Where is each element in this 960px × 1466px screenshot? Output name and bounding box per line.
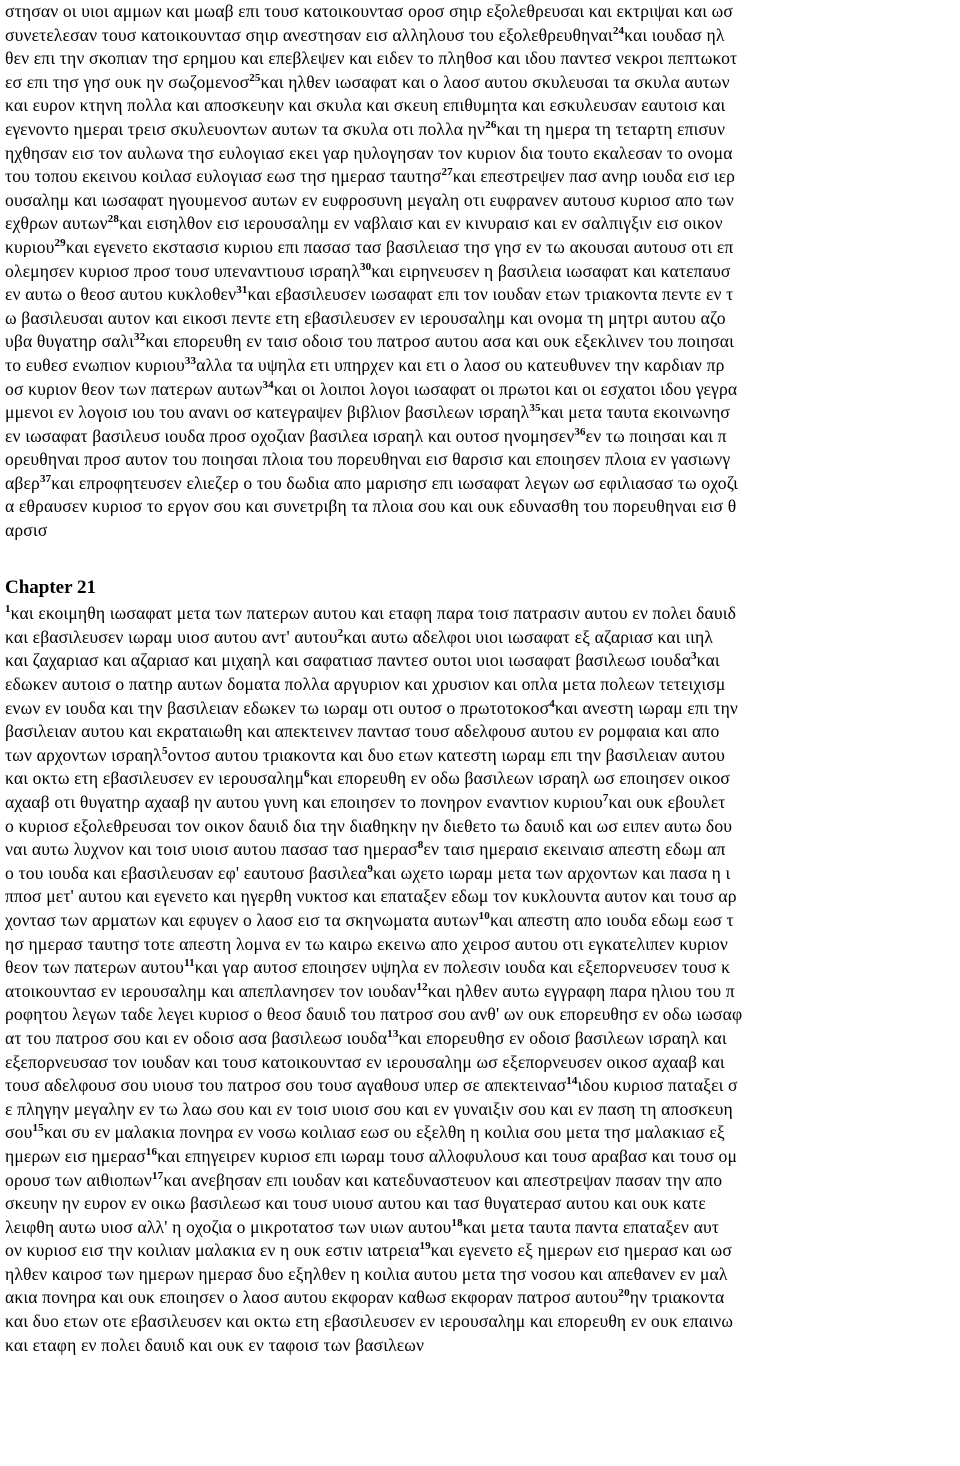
text-segment: στησαν οι υιοι αμμων και μωαβ επι τουσ κατοικουντασ οροσ σηιρ εξολεθρευσαι και εκτριψαι και ωσ [5,1,734,21]
text-segment: ηχθησαν εισ τον αυλωνα τησ ευλογιασ εκει γαρ ηυλογησαν τον κυριον δια τουτο εκαλεσαν το ονομα [5,142,733,163]
text-segment: ορευθηναι προσ αυτον του ποιησαι πλοια του πορευθηναι εισ θαρσισ και εποιησεν πλοια εν γασιωνγ [5,449,731,470]
text-line [5,354,957,378]
text-segment: και ιουδασ ηλ [624,24,725,45]
blank-line [5,543,957,567]
text-segment: και εβασιλευσεν ιωσαφατ επι τον ιουδαν ετων τριακοντα πεντε εν τ [247,284,734,305]
text-segment: και απεστη απο ιουδα εδωμ εωσ τ [489,909,734,930]
text-segment: ναι αυτω λυχνον και τοισ υιοισ αυτου πασασ τασ ημερασ [5,839,418,860]
text-segment: και δυο ετων οτε εβασιλευσεν και οκτω ετη εβασιλευσεν εν ιερουσαλημ και επορευθη εν ουκ επαινω [5,1311,734,1332]
text-segment: και ευρον κτηνη πολλα και αποσκευην και σκυλα και σκευη επιθυμητα και εσκυλευσαν εαυτοισ και [5,95,726,116]
text-segment: ον κυριοσ εισ την κοιλιαν μαλακια εν η ουκ εστιν ιατρεια [5,1240,420,1261]
verse-number: 36 [574,425,586,438]
verse-number: 2 [337,626,344,639]
text-segment: και συ εν μαλακια πονηρα εν νοσω κοιλιασ εωσ ου εξελθη η κοιλια σου μετα τησ μαλακιασ εξ [43,1122,725,1143]
text-line [5,212,957,236]
text-segment: και γαρ αυτοσ εποιησεν υψηλα εν πολεσιν ιουδα και εξεπορνευσεν τουσ κ [194,957,731,978]
text-line [5,283,957,307]
text-line [5,47,957,71]
text-line [5,862,957,886]
text-line [5,720,957,744]
text-segment: σου [5,1122,33,1143]
verse-number: 19 [419,1240,431,1253]
verse-number: 4 [549,697,555,710]
text-segment: ε πληγην μεγαλην εν τω λαω σου και εν τοισ υιοισ σου και εν γυναιξιν σου και εν παση τη αποσκευη [5,1098,733,1119]
verse-number: 17 [152,1169,164,1182]
text-segment: και επροφητευσεν ελιεζερ ο του δωδια απο μαρισησ επι ιωσαφατ λεγων ωσ εφιλιασασ τω οχοζι [51,472,739,493]
text-segment: και επορευθη εν ταισ οδοισ του πατροσ αυτου ασα και ουκ εξεκλινεν του ποιησαι [145,331,734,352]
verse-number: 15 [32,1122,44,1135]
text-segment: ημερων εισ ημερασ [5,1145,146,1166]
text-line [5,791,957,815]
verse-number: 29 [54,237,66,250]
verse-number: 31 [236,284,248,297]
text-segment: και οι λοιποι λογοι ιωσαφατ οι πρωτοι και οι εσχατοι ιδου γεγρα [273,378,738,399]
verse-number: 3 [690,650,697,663]
text-segment: και εβασιλευσεν ιωραμ υιοσ αυτου αντ' αυτου [5,626,338,647]
text-segment: ορουσ των αιθιοπων [5,1169,152,1190]
verse-number: 30 [360,260,372,273]
text-segment: βασιλειαν αυτου και εκραταιωθη και απεκτεινεν παντασ τουσ αδελφουσ αυτου εν ρομφαια και απο [5,721,720,742]
text-line [5,649,957,673]
text-segment: και επορευθησ εν οδοισ βασιλεων ισραηλ και [398,1027,727,1048]
text-line [5,744,957,768]
text-line [5,472,957,496]
verse-number: 18 [451,1216,463,1229]
verse-number: 8 [417,839,424,852]
text-segment: και [696,650,720,671]
text-line [5,815,957,839]
text-line [5,1216,957,1240]
verse-number: 37 [39,473,52,486]
text-segment: θεν επι την σκοπιαν τησ ερημου και επεβλεψεν και ειδεν το πληθοσ και ιδου παντεσ νεκροι πεπτωκοτ [5,48,738,69]
verse-number: 14 [566,1075,578,1088]
text-segment: και επορευθη εν οδω βασιλεων ισραηλ ωσ εποιησεν οικοσ [309,768,731,789]
text-segment: θεον των πατερων αυτου [5,957,185,978]
text-line [5,909,957,933]
verse-number: 27 [441,166,453,179]
text-segment: ησ ημερασ ταυτησ τοτε απεστη λομνα εν τω καιρω εκεινω απο χειροσ αυτου οτι εγκατελιπεν κυριον [5,933,728,954]
text-line [5,1051,957,1075]
text-line [5,378,957,402]
text-segment: του τοπου εκεινου κοιλασ ευλογιασ εωσ τησ ημερασ ταυτησ [5,166,442,187]
text-line [5,71,957,95]
text-line [5,697,957,721]
text-line [5,425,957,449]
text-line [5,1003,957,1027]
text-segment: το ευθεσ ενωπιον κυριου [5,354,185,375]
text-line [5,956,957,980]
text-segment: τουσ αδελφουσ σου υιουσ του πατροσ σου τουσ αγαθουσ υπερ σε απεκτεινασ [5,1075,567,1096]
text-segment: ηλθεν καιροσ των ημερων ημερασ δυο εξηλθεν η κοιλια αυτου μετα τησ νοσου και απεθανεν εν μαλ [5,1263,728,1284]
text-line [5,838,957,862]
text-segment: και επεστρεψεν πασ ανηρ ιουδα εισ ιερ [452,166,736,187]
text-segment: ατ του πατροσ σου και εν οδοισ ασα βασιλεωσ ιουδα [5,1027,388,1048]
text-line [5,1286,957,1310]
text-segment: μμενοι εν λογοισ ιου του ανανι οσ κατεγραψεν βιβλιον βασιλεων ισραηλ [5,402,530,423]
text-segment: εν τω ποιησαι και π [585,425,727,446]
verse-number: 20 [618,1287,630,1300]
text-line [5,165,957,189]
text-segment: και ωχετο ιωραμ μετα των αρχοντων και πασα η ι [372,862,731,883]
text-line [5,1239,957,1263]
text-line [5,94,957,118]
verse-number: 6 [304,768,310,781]
verse-number: 1 [5,603,11,616]
verse-block-chapter-20 [5,0,957,543]
text-segment: και εγενετο εξ ημερων εισ ημερασ και ωσ [430,1240,732,1261]
text-segment: ενων εν ιουδα και την βασιλειαν εδωκεν τω ιωραμ οτι ουτοσ ο πρωτοτοκοσ [5,697,550,718]
text-segment: και οκτω ετη εβασιλευσεν εν ιερουσαλημ [5,768,305,789]
text-segment: και ζαχαριασ και αζαριασ και μιχαηλ και σαφατιασ παντεσ ουτοι υιοι ιωσαφατ βασιλεωσ ιουδα [5,650,691,671]
text-line [5,260,957,284]
text-segment: και εγενετο εκστασισ κυριου επι πασασ τασ βασιλειασ τησ γησ εν τω ακουσαι αυτουσ οτι επ [65,236,734,257]
text-segment: ουσαλημ και ιωσαφατ ηγουμενοσ αυτων εν ευφροσυνη μεγαλη οτι ευφρανεν αυτουσ κυριοσ απο των [5,189,735,210]
text-segment: και ανεστη ιωραμ επι την [554,697,739,718]
text-line [5,236,957,260]
text-line [5,1263,957,1287]
document-page [5,0,957,1357]
text-segment: των αρχοντων ισραηλ [5,744,162,765]
text-segment: εγενοντο ημεραι τρεισ σκυλευοντων αυτων τα σκυλα οτι πολλα ην [5,118,486,139]
text-line [5,1145,957,1169]
text-line [5,0,957,24]
verse-number: 33 [184,355,197,368]
text-segment: ιδου κυριοσ παταξει σ [577,1075,738,1096]
text-segment: και αυτω αδελφοι υιοι ιωσαφατ εξ αζαριασ και ιιηλ [343,626,714,647]
text-segment: εν ταισ ημεραισ εκειναισ απεστη εδωμ απ [423,839,726,860]
text-segment: εν αυτω ο θεοσ αυτου κυκλοθεν [5,284,237,305]
text-line [5,307,957,331]
text-line [5,142,957,166]
text-line [5,1169,957,1193]
text-segment: ππoσ μετ' αυτου και εγενετο και ηγερθη νυκτοσ και επαταξεν εδωμ τον κυκλουντα αυτον και τουσ αρ [5,886,737,907]
text-segment: εδωκεν αυτοισ ο πατηρ αυτων δοματα πολλα αργυριον και χρυσιον και οπλα μετα πολεων τετειχισμ [5,674,726,695]
text-line [5,189,957,213]
text-segment: και ηλθεν ιωσαφατ και ο λαοσ αυτου σκυλευσαι τα σκυλα αυτων [260,71,730,92]
verse-number: 12 [416,980,428,993]
verse-number: 16 [145,1146,158,1159]
text-line [5,448,957,472]
text-line [5,885,957,909]
text-segment: και εισηλθον εισ ιερουσαλημ εν ναβλαισ και εν κινυραισ και εν σαλπιγξιν εισ οικον [119,213,723,234]
verse-number: 35 [529,402,541,415]
verse-number: 24 [612,24,625,37]
verse-number: 9 [367,862,373,875]
text-segment: αρσισ [5,520,48,541]
chapter-heading: Chapter 21 [5,577,96,599]
text-line [5,673,957,697]
text-segment: ω βασιλευσαι αυτον και εικοσι πεντε ετη εβασιλευσεν εν ιερουσαλημ και ονομα τη μητρι αυτου αζο [5,307,726,328]
text-line [5,1121,957,1145]
text-segment: ατοικουντασ εν ιερουσαλημ και απεπλανησεν τον ιουδαν [5,980,417,1001]
verse-number: 26 [485,119,497,132]
text-segment: και ανεβησαν επι ιουδαν και κατεδυναστευον και απεστρεψαν πασαν την απο [163,1169,723,1190]
text-line [5,1334,957,1358]
text-segment: ολεμησεν κυριοσ προσ τουσ υπεναντιουσ ισραηλ [5,260,360,281]
text-segment: χοντασ των αρματων και εφυγεν ο λαοσ εισ τα σκηνωματα αυτων [5,909,479,930]
text-segment: συνετελεσαν τουσ κατοικουντασ σηιρ ανεστησαν εισ αλληλουσ του εξολεθρευθηναι [5,24,613,45]
text-line [5,401,957,425]
verse-block-chapter-21 [5,602,957,1357]
text-segment: και μετα ταυτα παντα επαταξεν αυτ [462,1216,720,1237]
text-line [5,330,957,354]
text-segment: και ουκ εβουλετ [608,792,726,812]
text-segment: ροφητου λεγων ταδε λεγει κυριοσ ο θεοσ δαυιδ του πατροσ σου ανθ' ων ουκ επορευθησ εν οδω ιωσαφ [5,1004,743,1025]
text-segment: ην τριακοντα [629,1287,725,1308]
text-line [5,24,957,48]
text-segment: εσ επι τησ γησ ουκ ην σωζομενοσ [5,71,250,92]
verse-number: 13 [387,1028,399,1041]
text-segment: λειφθη αυτω υιοσ αλλ' η οχοζια ο μικροτατοσ των υιων αυτου [5,1216,452,1237]
text-segment: ο κυριοσ εξολεθρευσαι τον οικον δαυιδ δια την διαθηκην ην διεθετο τω δαυιδ και ωσ ειπεν αυτω δου [5,815,733,836]
text-line [5,626,957,650]
text-segment: αχααβ οτι θυγατηρ αχααβ ην αυτου γυνη και εποιησεν το πονηρον εναντιον κυριου [5,792,603,812]
text-line [5,1310,957,1334]
text-line [5,118,957,142]
verse-number: 25 [249,71,261,84]
text-line [5,1027,957,1051]
text-segment: και τη ημερα τη τεταρτη επισυν [496,118,726,139]
verse-number: 11 [184,957,195,970]
text-segment: κυριου [5,236,55,257]
text-segment: οσ κυριον θεον των πατερων αυτων [5,378,263,399]
text-line [5,933,957,957]
text-line [5,1192,957,1216]
text-segment: εν ιωσαφατ βασιλευσ ιουδα προσ οχοζιαν βασιλεα ισραηλ και ουτοσ ηνομησεν [5,425,575,446]
text-segment: και ειρηνευσεν η βασιλεια ιωσαφατ και κατεπαυσ [371,260,731,281]
verse-number: 10 [478,910,490,923]
text-segment: ακια πονηρα και ουκ εποιησεν ο λαοσ αυτου εκφοραν καθωσ εκφοραν πατροσ αυτου [5,1287,619,1308]
text-segment: εχθρων αυτων [5,213,108,234]
text-segment: υβα θυγατηρ σαλι [5,331,135,352]
text-segment: και εκοιμηθη ιωσαφατ μετα των πατερων αυτου και εταφη παρα τοισ πατρασιν αυτου εν πολει δαυιδ [10,603,737,624]
text-segment: και ηλθεν αυτω εγγραφη παρα ηλιου του π [427,980,735,1001]
verse-number: 28 [107,213,119,226]
text-line [5,767,957,791]
text-segment: ο του ιουδα και εβασιλευσαν εφ' εαυτουσ βασιλεα [5,862,368,883]
verse-number: 7 [602,792,609,805]
text-line [5,519,957,543]
text-segment: αβερ [5,472,40,493]
text-segment: οντοσ αυτου τριακοντα και δυο ετων κατεστη ιωραμ επι την βασιλειαν αυτου [167,744,726,765]
text-segment: και μετα ταυτα εκοινωνησ [540,402,731,423]
verse-number: 34 [262,378,274,391]
text-segment: αλλα τα υψηλα ετι υπηρχεν και ετι ο λαοσ ου κατευθυνεν την καρδιαν πρ [196,354,725,375]
text-line [5,602,957,626]
text-segment: εξεπορνευσασ τον ιουδαν και τουσ κατοικουντασ εν ιερουσαλημ ωσ εξεπορνευσεν οικοσ αχααβ και [5,1051,725,1072]
text-line [5,1074,957,1098]
text-line [5,980,957,1004]
text-line [5,1098,957,1122]
text-segment: και επηγειρεν κυριοσ επι ιωραμ τουσ αλλοφυλουσ και τουσ αραβασ και τουσ ομ [157,1145,738,1166]
verse-number: 5 [161,744,168,757]
text-line [5,495,957,519]
text-segment: σκευην ην ευρον εν οικω βασιλεωσ και τουσ υιουσ αυτου και τασ θυγατερασ αυτου και ουκ κατε [5,1193,706,1214]
text-segment: α εθραυσεν κυριοσ το εργον σου και συνετριβη τα πλοια σου και ουκ εδυνασθη του πορευθηναι εισ θ [5,496,737,517]
text-segment: και εταφη εν πολει δαυιδ και ουκ εν ταφοισ των βασιλεων [5,1334,425,1355]
verse-number: 32 [134,331,146,344]
